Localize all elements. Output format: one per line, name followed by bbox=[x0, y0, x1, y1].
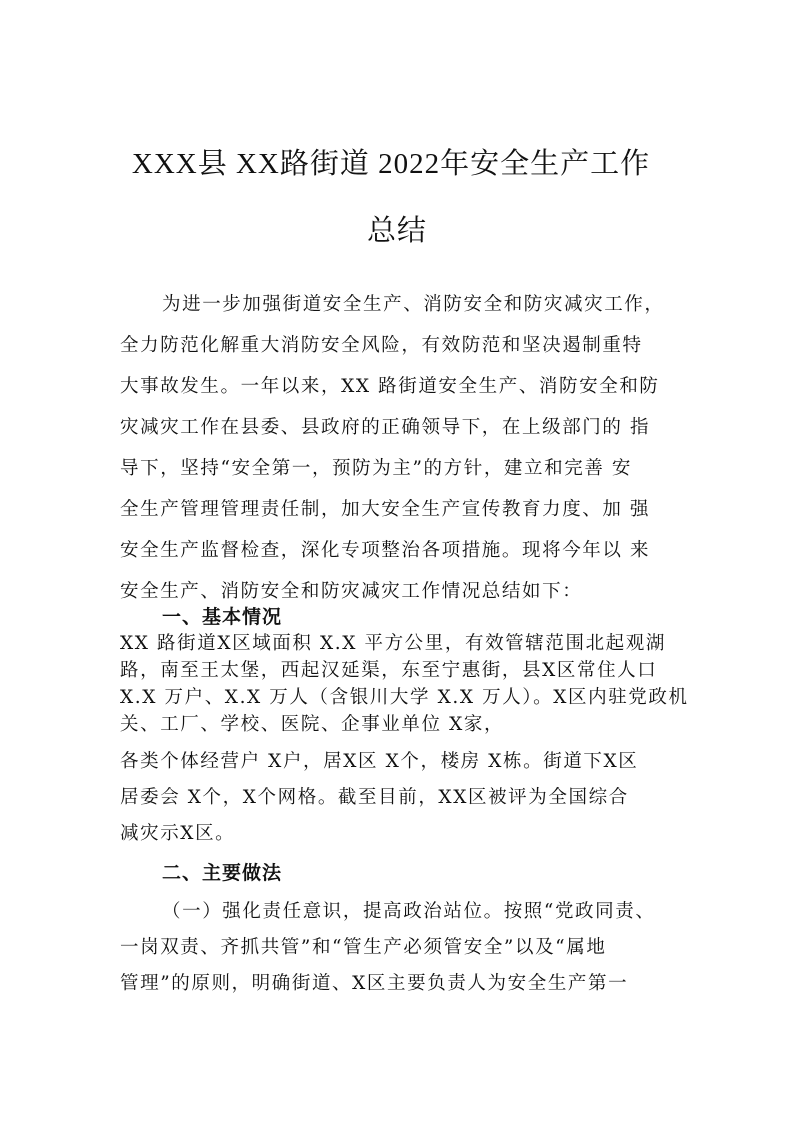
section2-paragraph-line: 一岗双责、齐抓共管”和“管生产必须管安全”以及“属地 bbox=[120, 937, 607, 958]
section1-paragraph-line: XX 路街道X区域面积 X.X 平方公里，有效管辖范围北起观湖 bbox=[120, 633, 666, 654]
section1-paragraph-line: X.X 万户、X.X 万人（含银川大学 X.X 万人）。X区内驻党政机 bbox=[120, 687, 689, 708]
section-heading-main-practices: 二、主要做法 bbox=[162, 862, 283, 884]
section1-paragraph-line: 路，南至王太堡，西起汉延渠，东至宁惠街，县X区常住人口 bbox=[120, 660, 658, 681]
section1-paragraph-line: 关、工厂、学校、医院、企事业单位 X家， bbox=[120, 714, 505, 735]
document-title-line1: XXX县 XX路街道 2022年安全生产工作 bbox=[131, 148, 651, 180]
section-heading-basic-info: 一、基本情况 bbox=[162, 606, 283, 628]
section1-paragraph-line: 居委会 X个，X个网格。截至目前，XX区被评为全国综合 bbox=[120, 787, 629, 808]
intro-paragraph-line: 导下，坚持“安全第一，预防为主”的方针，建立和完善 安 bbox=[120, 458, 632, 479]
intro-paragraph-line: 大事故发生。一年以来，XX 路街道安全生产、消防安全和防 bbox=[120, 376, 660, 397]
intro-paragraph-line: 灾减灾工作在县委、县政府的正确领导下，在上级部门的 指 bbox=[120, 417, 651, 438]
intro-paragraph-line: 全力防范化解重大消防安全风险，有效防范和坚决遏制重特 bbox=[120, 335, 643, 356]
intro-paragraph-line: 全生产管理管理责任制，加大安全生产宣传教育力度、加 强 bbox=[120, 499, 651, 520]
section1-paragraph-line: 各类个体经营户 X户，居X区 X个，楼房 X栋。街道下X区 bbox=[120, 751, 639, 772]
section1-paragraph-line: 减灾示X区。 bbox=[120, 823, 236, 844]
intro-paragraph-line: 安全生产、消防安全和防灾减灾工作情况总结如下： bbox=[120, 581, 583, 602]
intro-paragraph-line: 为进一步加强街道安全生产、消防安全和防灾减灾工作， bbox=[162, 294, 665, 315]
document-title-line2: 总结 bbox=[366, 215, 427, 247]
section2-paragraph-line: 管理”的原则，明确街道、X区主要负责人为安全生产第一 bbox=[120, 973, 629, 994]
section2-paragraph-line: （一）强化责任意识，提高政治站位。按照“党政同责、 bbox=[162, 901, 656, 922]
intro-paragraph-line: 安全生产监督检查，深化专项整治各项措施。现将今年以 来 bbox=[120, 540, 651, 561]
